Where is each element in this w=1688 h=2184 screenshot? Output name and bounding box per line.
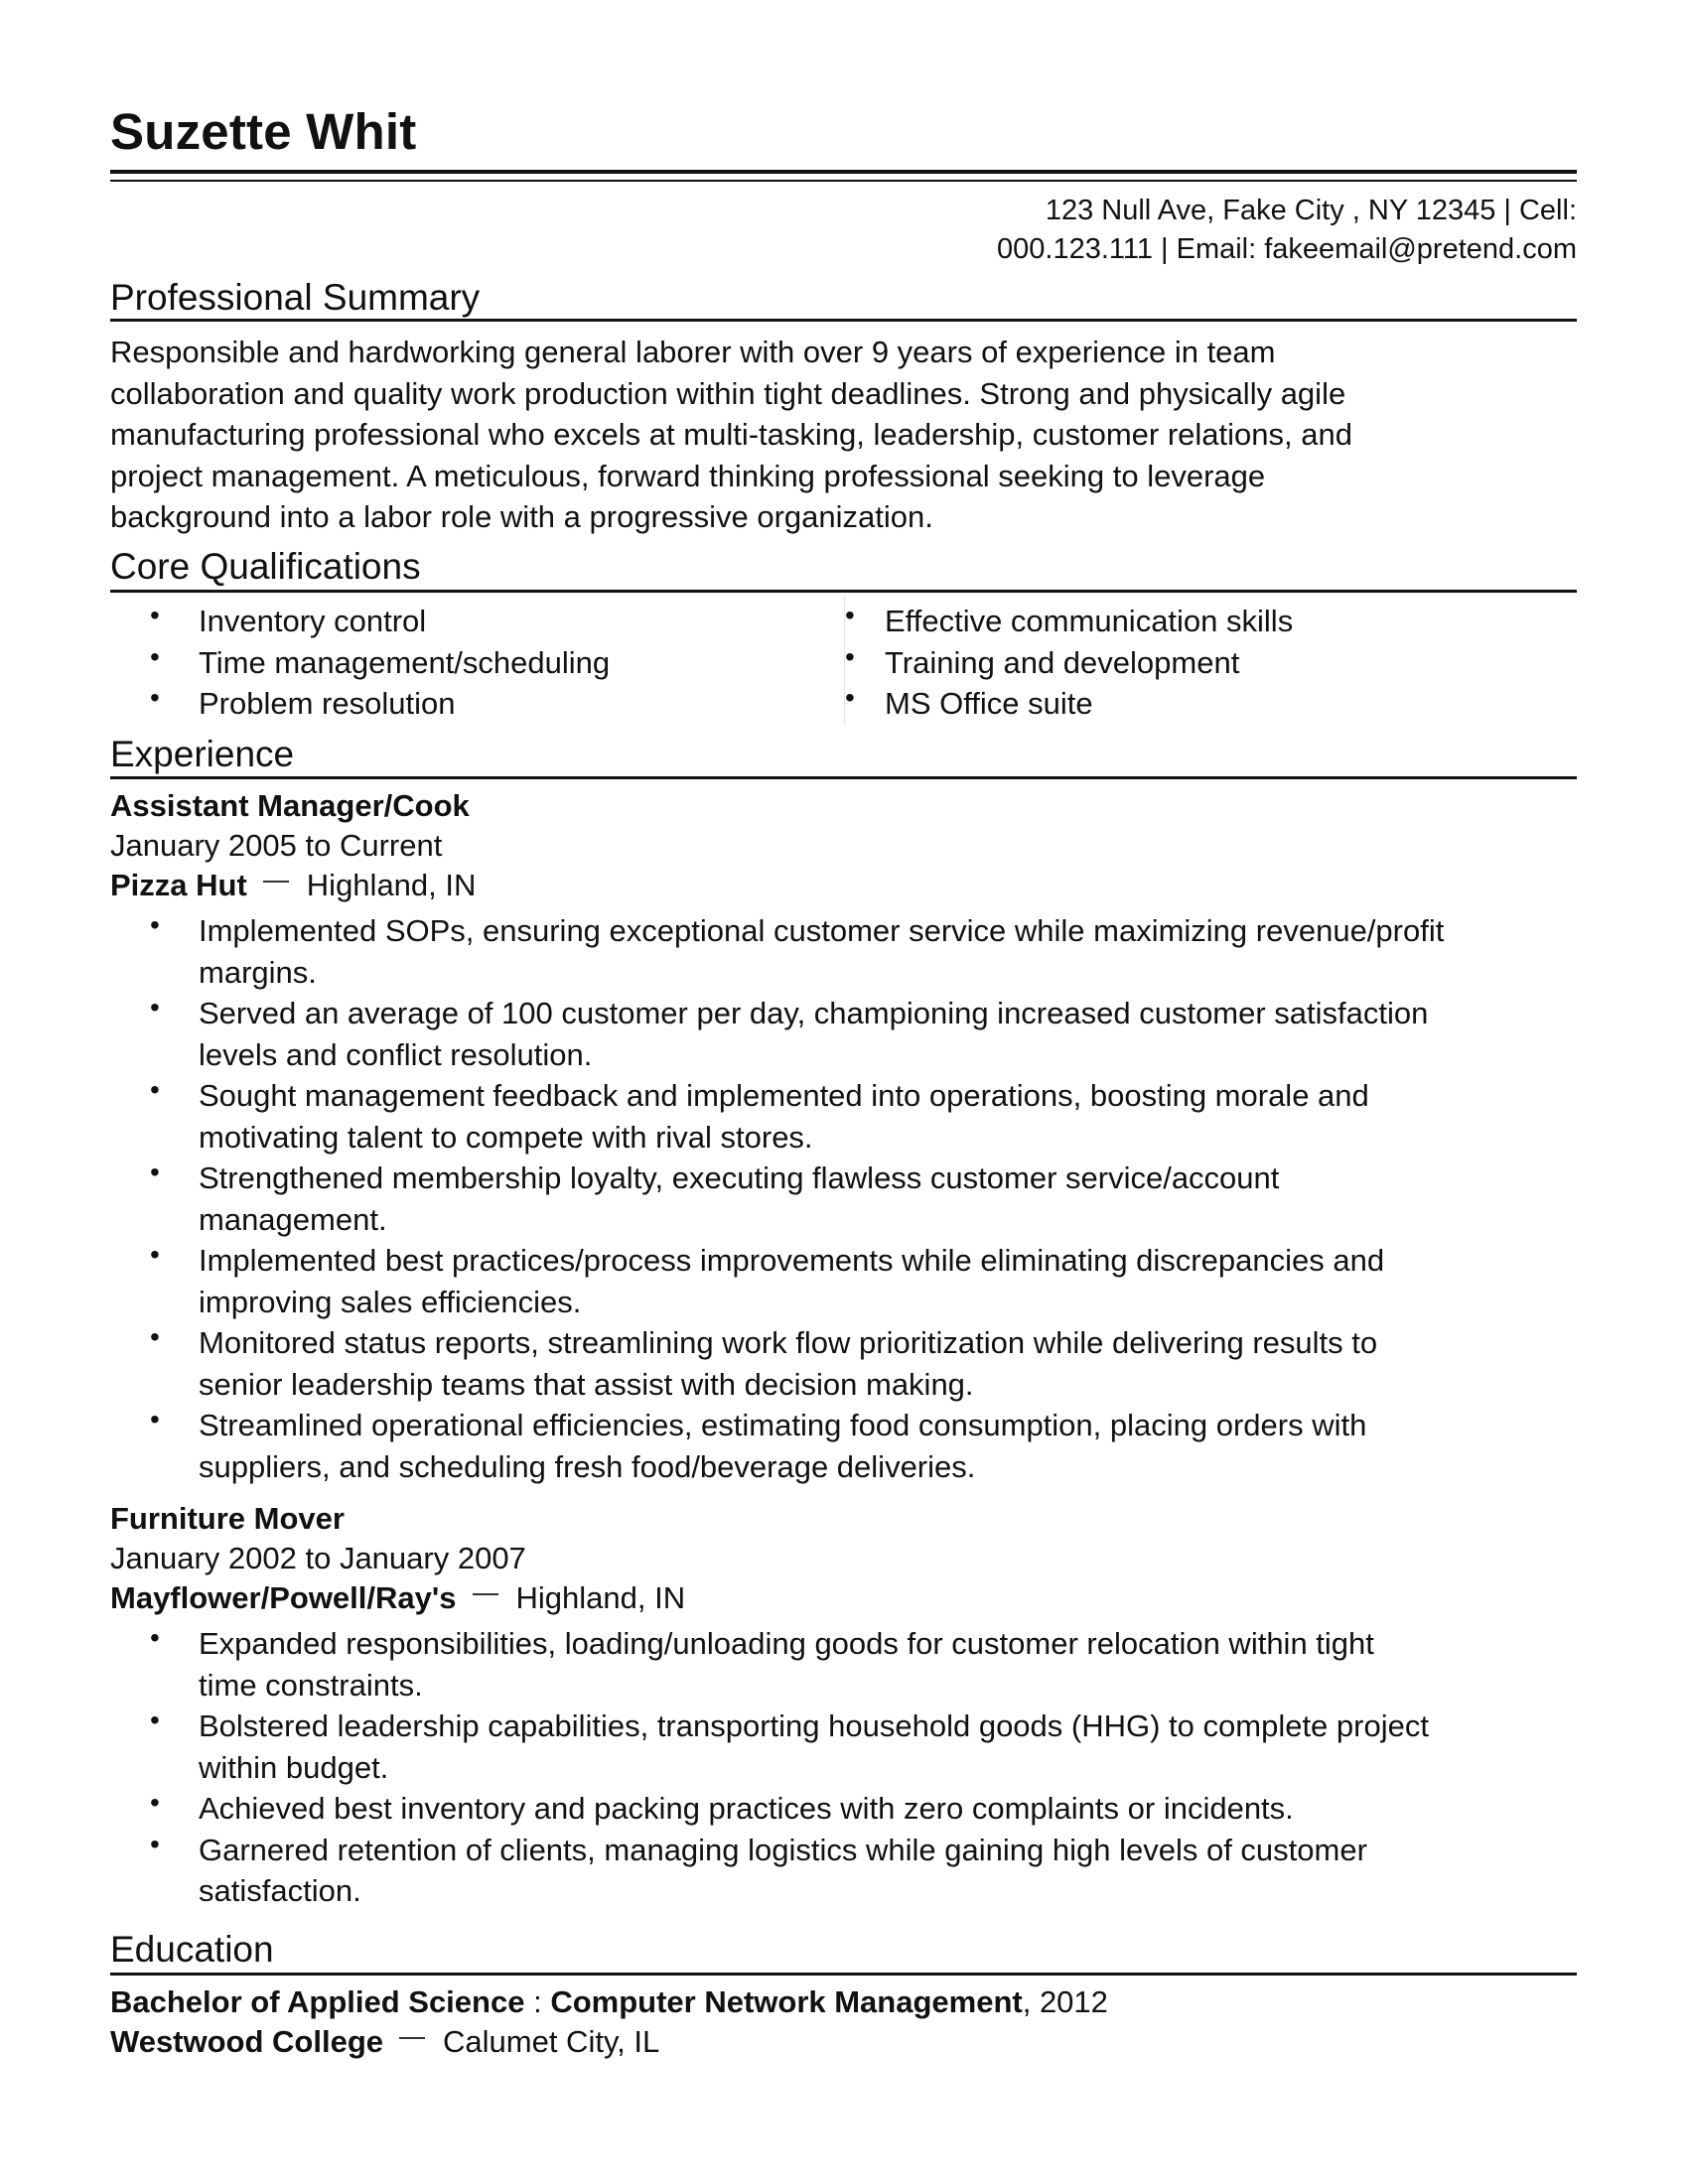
job-bullet: • Garnered retention of clients, managing logistics while gaining high levels of customer satisfaction.	[110, 1830, 1577, 1912]
job-title: Assistant Manager/Cook	[110, 788, 470, 823]
job-dates: January 2002 to January 2007	[110, 1541, 526, 1575]
summary-line: collaboration and quality work production within tight deadlines. Strong and physically agile	[110, 375, 1346, 411]
job-location: Highland, IN	[306, 868, 477, 902]
job-bullet: • Implemented best practices/process improvements while eliminating discrepancies and improving sales efficiencies.	[110, 1240, 1577, 1322]
bullet-icon: •	[150, 1239, 160, 1270]
job-company	[110, 1578, 685, 1618]
bullet-icon: •	[845, 640, 855, 672]
education-degree-line	[110, 1982, 1108, 2022]
summary-heading: Professional Summary	[110, 277, 481, 318]
job-bullet: • Streamlined operational efficiencies, estimating food consumption, placing orders with suppliers, and scheduling fresh food/beverage deliveries.	[110, 1405, 1577, 1487]
school-name: Westwood College	[110, 2024, 384, 2059]
job-bullets	[110, 1623, 1577, 1912]
summary-line: background into a labor role with a progressive organization.	[110, 499, 933, 534]
summary-rule	[110, 319, 1577, 322]
degree-field: Computer Network Management	[550, 1984, 1023, 2019]
qualifications-heading: Core Qualifications	[110, 546, 421, 587]
bullet-icon: •	[150, 909, 160, 940]
job-bullet: • Sought management feedback and implemented into operations, boosting morale and motivating talent to compete with rival stores.	[110, 1075, 1577, 1158]
bullet-icon: •	[150, 1828, 160, 1859]
education-school-line	[110, 2022, 659, 2062]
qualifications-left-column	[110, 601, 805, 725]
bullet-icon: •	[150, 1622, 160, 1653]
qualification-item: • Time management/scheduling	[110, 642, 805, 684]
job-bullet: • Strengthened membership loyalty, executing flawless customer service/account management.	[110, 1158, 1577, 1240]
job-company	[110, 866, 476, 905]
degree-name: Bachelor of Applied Science	[110, 1984, 525, 2019]
bullet-icon: •	[150, 640, 160, 672]
dash-separator	[263, 881, 289, 883]
degree-separator: :	[524, 1984, 551, 2019]
bullet-icon: •	[845, 600, 855, 630]
contact-info	[997, 192, 1577, 269]
qualification-item: • MS Office suite	[845, 683, 1540, 725]
qualification-item: • Effective communication skills	[845, 601, 1540, 642]
school-location: Calumet City, IL	[443, 2024, 660, 2059]
dash-separator	[473, 1593, 498, 1595]
job-bullet: • Monitored status reports, streamlining work flow prioritization while delivering results to senior leadership teams that assist with decision making.	[110, 1322, 1577, 1405]
job-title: Furniture Mover	[110, 1501, 345, 1536]
bullet-icon: •	[150, 1321, 160, 1352]
summary-line: Responsible and hardworking general laborer with over 9 years of experience in team	[110, 335, 1276, 369]
bullet-icon: •	[150, 1787, 160, 1818]
bullet-icon: •	[150, 1705, 160, 1735]
job-dates: January 2005 to Current	[110, 828, 443, 863]
qualification-item: • Problem resolution	[110, 683, 805, 725]
header-rule-thin	[110, 180, 1577, 182]
degree-year: , 2012	[1022, 1984, 1108, 2019]
qualification-item: • Training and development	[845, 642, 1540, 684]
header-rule-thick	[110, 170, 1577, 174]
summary-line: project management. A meticulous, forward thinking professional seeking to leverage	[110, 458, 1266, 493]
qualification-item: • Inventory control	[110, 601, 805, 642]
bullet-icon: •	[150, 1074, 160, 1105]
experience-heading: Experience	[110, 734, 295, 774]
job-bullets	[110, 910, 1577, 1487]
job-bullet: • Expanded responsibilities, loading/unloading goods for customer relocation within tight time constraints.	[110, 1623, 1577, 1706]
company-name: Pizza Hut	[110, 868, 247, 902]
bullet-icon: •	[150, 600, 160, 630]
qualifications-rule	[110, 590, 1577, 593]
job-location: Highland, IN	[515, 1580, 686, 1615]
bullet-icon: •	[150, 682, 160, 713]
bullet-icon: •	[150, 1157, 160, 1187]
job-bullet: • Achieved best inventory and packing practices with zero complaints or incidents.	[110, 1788, 1577, 1830]
bullet-icon: •	[150, 992, 160, 1023]
bullet-icon: •	[845, 682, 855, 713]
dash-separator	[399, 2037, 425, 2039]
education-rule	[110, 1973, 1577, 1976]
candidate-name: Suzette Whit	[110, 103, 417, 160]
experience-rule	[110, 776, 1577, 779]
job-bullet: • Bolstered leadership capabilities, transporting household goods (HHG) to complete project within budget.	[110, 1706, 1577, 1788]
summary-line: manufacturing professional who excels at multi-tasking, leadership, customer relations, and	[110, 417, 1352, 452]
company-name: Mayflower/Powell/Ray's	[110, 1580, 457, 1615]
contact-phone-email-line: 000.123.111 | Email: fakeemail@pretend.com	[997, 233, 1577, 265]
qualifications-right-column	[845, 601, 1540, 725]
job-bullet: • Served an average of 100 customer per day, championing increased customer satisfaction levels and conflict resolution.	[110, 993, 1577, 1075]
education-heading: Education	[110, 1929, 274, 1970]
job-bullet: • Implemented SOPs, ensuring exceptional customer service while maximizing revenue/profit margins.	[110, 910, 1577, 993]
summary-text	[110, 332, 1577, 538]
contact-address-line: 123 Null Ave, Fake City , NY 12345 | Cell:	[1045, 195, 1577, 226]
bullet-icon: •	[150, 1404, 160, 1434]
